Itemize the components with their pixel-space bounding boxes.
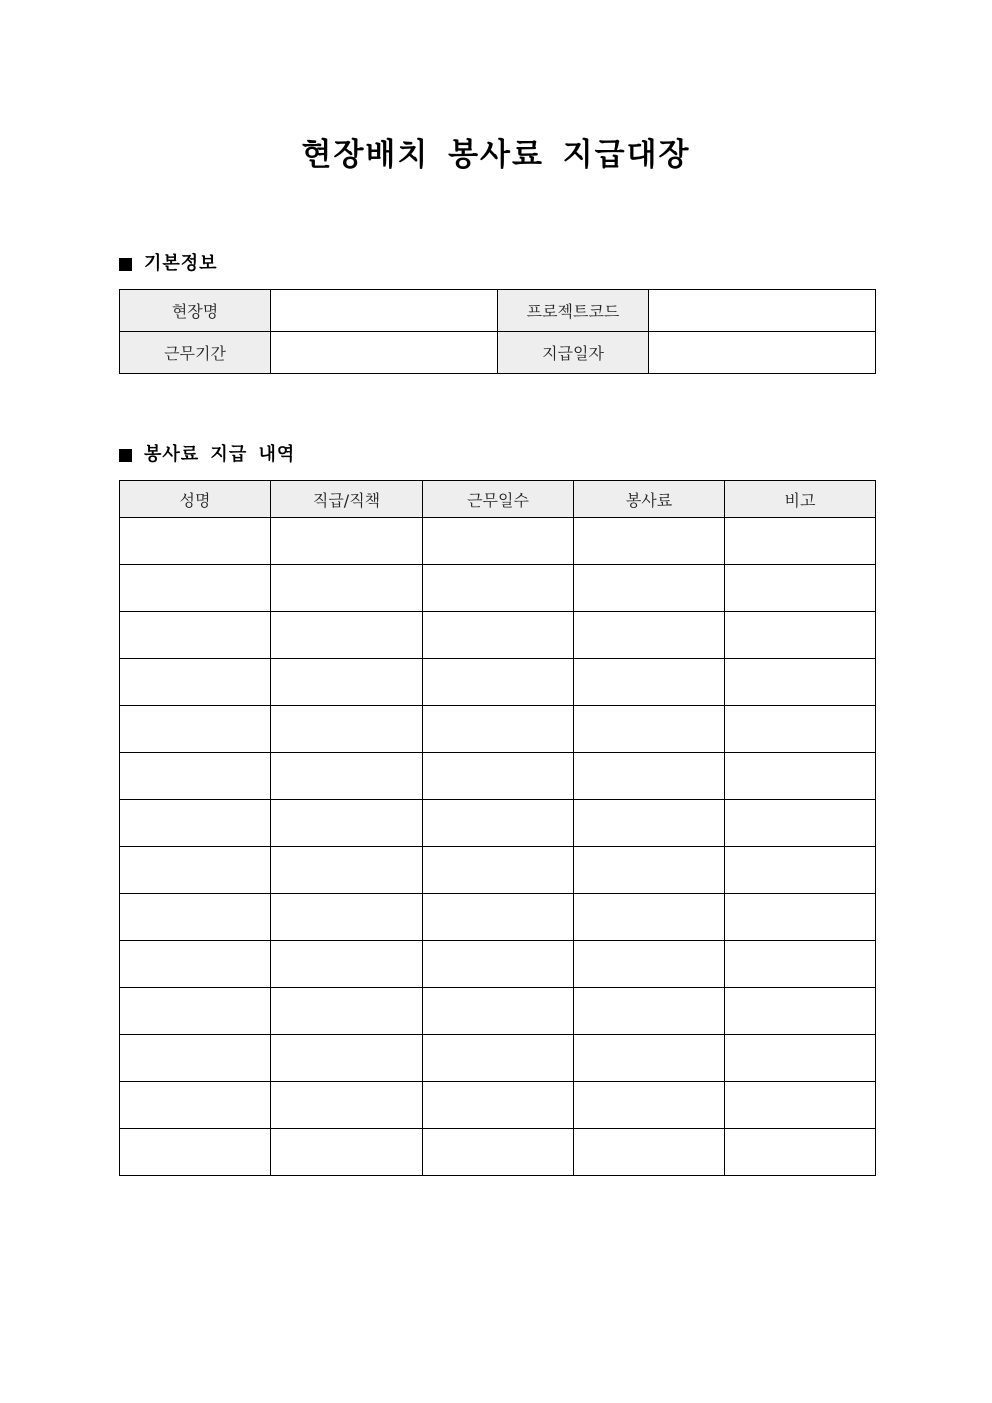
service-fee-cell[interactable] xyxy=(574,753,725,800)
section-heading-label: 봉사료 지급 내역 xyxy=(144,444,296,465)
project-code-field[interactable] xyxy=(649,290,876,332)
remarks-cell[interactable] xyxy=(725,941,876,988)
name-cell[interactable] xyxy=(120,1082,271,1129)
remarks-cell[interactable] xyxy=(725,847,876,894)
work-days-cell[interactable] xyxy=(423,612,574,659)
label-work-period: 근무기간 xyxy=(120,332,271,374)
table-row xyxy=(120,941,876,988)
position-cell[interactable] xyxy=(271,612,423,659)
work-days-cell[interactable] xyxy=(423,988,574,1035)
work-days-cell[interactable] xyxy=(423,753,574,800)
name-cell[interactable] xyxy=(120,800,271,847)
position-cell[interactable] xyxy=(271,1082,423,1129)
position-cell[interactable] xyxy=(271,565,423,612)
table-row xyxy=(120,659,876,706)
remarks-cell[interactable] xyxy=(725,894,876,941)
remarks-cell[interactable] xyxy=(725,1082,876,1129)
work-days-cell[interactable] xyxy=(423,941,574,988)
name-cell[interactable] xyxy=(120,706,271,753)
work-period-field[interactable] xyxy=(271,332,498,374)
name-cell[interactable] xyxy=(120,847,271,894)
position-cell[interactable] xyxy=(271,941,423,988)
work-days-cell[interactable] xyxy=(423,659,574,706)
position-cell[interactable] xyxy=(271,659,423,706)
work-days-cell[interactable] xyxy=(423,1082,574,1129)
service-fee-cell[interactable] xyxy=(574,1082,725,1129)
table-row xyxy=(120,1035,876,1082)
work-days-cell[interactable] xyxy=(423,894,574,941)
remarks-cell[interactable] xyxy=(725,565,876,612)
service-fee-cell[interactable] xyxy=(574,565,725,612)
payment-table xyxy=(119,480,876,1176)
service-fee-cell[interactable] xyxy=(574,1035,725,1082)
column-header-remarks: 비고 xyxy=(725,481,876,518)
column-header-position: 직급/직책 xyxy=(271,481,423,518)
page-title: 현장배치 봉사료 지급대장 xyxy=(301,137,691,173)
remarks-cell[interactable] xyxy=(725,1129,876,1176)
position-cell[interactable] xyxy=(271,1035,423,1082)
section-heading-payment xyxy=(119,443,295,467)
name-cell[interactable] xyxy=(120,1035,271,1082)
basic-info-table xyxy=(119,289,876,374)
name-cell[interactable] xyxy=(120,659,271,706)
name-cell[interactable] xyxy=(120,753,271,800)
table-row xyxy=(120,518,876,565)
remarks-cell[interactable] xyxy=(725,1035,876,1082)
table-row xyxy=(120,753,876,800)
name-cell[interactable] xyxy=(120,941,271,988)
remarks-cell[interactable] xyxy=(725,612,876,659)
remarks-cell[interactable] xyxy=(725,706,876,753)
section-heading-label: 기본정보 xyxy=(144,253,218,274)
remarks-cell[interactable] xyxy=(725,800,876,847)
site-name-field[interactable] xyxy=(271,290,498,332)
name-cell[interactable] xyxy=(120,565,271,612)
label-payment-date: 지급일자 xyxy=(498,332,649,374)
remarks-cell[interactable] xyxy=(725,753,876,800)
service-fee-cell[interactable] xyxy=(574,518,725,565)
name-cell[interactable] xyxy=(120,612,271,659)
table-row xyxy=(120,847,876,894)
position-cell[interactable] xyxy=(271,1129,423,1176)
remarks-cell[interactable] xyxy=(725,518,876,565)
work-days-cell[interactable] xyxy=(423,1035,574,1082)
work-days-cell[interactable] xyxy=(423,847,574,894)
work-days-cell[interactable] xyxy=(423,706,574,753)
remarks-cell[interactable] xyxy=(725,659,876,706)
table-row xyxy=(120,800,876,847)
table-row xyxy=(120,290,876,332)
payment-table-body xyxy=(120,518,876,1176)
table-row xyxy=(120,565,876,612)
position-cell[interactable] xyxy=(271,518,423,565)
service-fee-cell[interactable] xyxy=(574,941,725,988)
black-square-icon xyxy=(119,258,132,271)
column-header-service-fee: 봉사료 xyxy=(574,481,725,518)
position-cell[interactable] xyxy=(271,894,423,941)
table-row xyxy=(120,1129,876,1176)
table-row xyxy=(120,706,876,753)
name-cell[interactable] xyxy=(120,518,271,565)
work-days-cell[interactable] xyxy=(423,518,574,565)
service-fee-cell[interactable] xyxy=(574,988,725,1035)
service-fee-cell[interactable] xyxy=(574,800,725,847)
service-fee-cell[interactable] xyxy=(574,706,725,753)
position-cell[interactable] xyxy=(271,706,423,753)
name-cell[interactable] xyxy=(120,1129,271,1176)
column-header-name: 성명 xyxy=(120,481,271,518)
service-fee-cell[interactable] xyxy=(574,894,725,941)
table-row xyxy=(120,894,876,941)
payment-date-field[interactable] xyxy=(649,332,876,374)
work-days-cell[interactable] xyxy=(423,1129,574,1176)
black-square-icon xyxy=(119,449,132,462)
remarks-cell[interactable] xyxy=(725,988,876,1035)
table-row xyxy=(120,988,876,1035)
name-cell[interactable] xyxy=(120,988,271,1035)
table-row xyxy=(120,612,876,659)
service-fee-cell[interactable] xyxy=(574,659,725,706)
position-cell[interactable] xyxy=(271,847,423,894)
position-cell[interactable] xyxy=(271,800,423,847)
table-row xyxy=(120,332,876,374)
label-project-code: 프로젝트코드 xyxy=(498,290,649,332)
service-fee-cell[interactable] xyxy=(574,612,725,659)
name-cell[interactable] xyxy=(120,894,271,941)
service-fee-cell[interactable] xyxy=(574,1129,725,1176)
section-heading-basic-info xyxy=(119,252,218,276)
column-header-work-days: 근무일수 xyxy=(423,481,574,518)
position-cell[interactable] xyxy=(271,988,423,1035)
position-cell[interactable] xyxy=(271,753,423,800)
service-fee-cell[interactable] xyxy=(574,847,725,894)
label-site-name: 현장명 xyxy=(120,290,271,332)
table-row xyxy=(120,1082,876,1129)
table-header-row xyxy=(120,481,876,518)
work-days-cell[interactable] xyxy=(423,565,574,612)
work-days-cell[interactable] xyxy=(423,800,574,847)
